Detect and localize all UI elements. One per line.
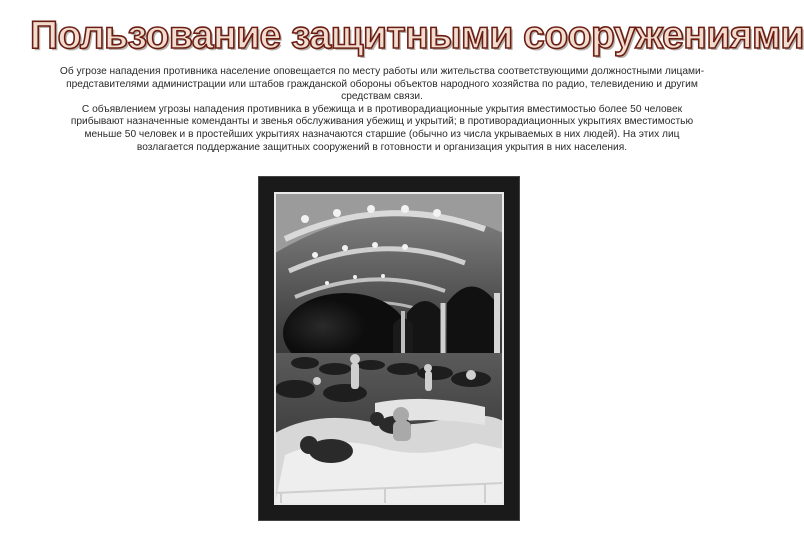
metro-shelter-photo — [275, 193, 503, 504]
slide-title: Пользование защитными сооружениями — [30, 14, 804, 57]
paragraph-alert: Об угрозе нападения противника население оповещается по месту работы или жительства соответствующими должностными лицами-представителями администрации или штабов гражданской обороны объектов народного хозяйства по радио, телевидению и другим средствам связи. — [59, 66, 705, 103]
paragraph-shelter-duty: С объявлением угрозы нападения противника в убежища и в противорадиационные укрытия вместимостью более 50 человек прибывают назначенные коменданты и звенья обслуживания убежищ и укрытий; в противорадиационных укрытиях вместимостью меньше 50 человек и в простейших укрытиях назначаются старшие (обычно из числа укрываемых в них людей). На этих лиц возлагается поддержание защитных сооружений в готовности и организация укрытия в них населения. — [70, 103, 694, 153]
metro-shelter-illustration — [275, 193, 503, 504]
body-text — [56, 66, 708, 176]
photo-frame — [259, 177, 519, 520]
